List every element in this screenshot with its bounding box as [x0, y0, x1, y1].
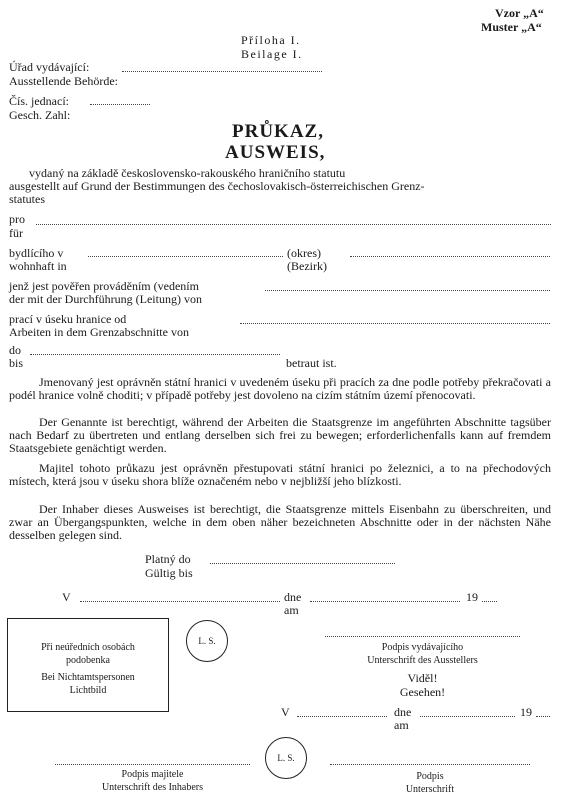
pro-label-cz: pro	[9, 212, 25, 226]
date-am-1: am	[284, 603, 299, 617]
photo-box	[7, 618, 169, 712]
holder-sig-de: Unterschrift des Inhabers	[101, 782, 204, 793]
seen-de: Gesehen!	[399, 685, 446, 699]
intro-cz: vydaný na základě československo-rakouského hraničního statutu	[29, 166, 346, 180]
date-field-1	[310, 601, 460, 602]
holder-signature-line	[55, 764, 250, 765]
paragraph-cz-2: Majitel tohoto průkazu jest oprávněn přestupovati státní hranici po železnici, a to na přechodových místech, která jsou v úseku shora blíže označeném nebo v nejbližší jeho blízkosti.	[9, 461, 551, 488]
paragraph-de-1: Der Genannte ist berechtigt, während der Arbeiten die Staatsgrenze im angeführten Abschnitte tagsüber nach Bedarf zu übertreten und entlang derselben sich frei zu bewegen; erforderlichenfalls kann auf fremdem Staatsgebiete genächtigt werden.	[9, 415, 551, 455]
works-cz: prací v úseku hranice od	[9, 312, 127, 326]
place-v-1: V	[62, 590, 71, 604]
issuer-label-cz: Úřad vydávající:	[9, 60, 90, 74]
residence-field	[88, 256, 283, 257]
date-dne-2: dne	[394, 705, 412, 719]
valid-label-cz: Platný do	[145, 552, 191, 566]
model-label-cz: Vzor „A“	[495, 6, 544, 20]
seal-label-2: L. S.	[277, 753, 295, 763]
photo-label-1: Při neúředních osobách	[41, 642, 135, 653]
date-am-2: am	[394, 718, 409, 732]
place-v-2: V	[281, 705, 290, 719]
official-signature-line	[330, 764, 530, 765]
district-field	[350, 256, 550, 257]
okres-label: (okres)	[287, 246, 321, 260]
year-1: 19	[466, 590, 478, 604]
pro-field	[36, 224, 551, 225]
annex-cz: Příloha I.	[241, 33, 301, 47]
ref-label-de: Gesch. Zahl:	[9, 108, 71, 122]
year-2: 19	[520, 705, 532, 719]
seal-stamp-1	[186, 620, 228, 662]
residence-label-de: wohnhaft in	[9, 259, 67, 273]
year-field-1	[482, 601, 497, 602]
sig-de: Unterschrift	[405, 784, 455, 795]
valid-label-de: Gültig bis	[145, 566, 193, 580]
valid-field	[210, 563, 395, 564]
works-de: Arbeiten in dem Grenzabschnitte von	[9, 325, 189, 339]
ref-label-cz: Čís. jednací:	[9, 94, 69, 108]
seal-stamp-2	[265, 737, 307, 779]
holder-sig-cz: Podpis majitele	[121, 769, 184, 780]
issuer-sig-de: Unterschrift des Ausstellers	[367, 655, 478, 666]
photo-label-3: Bei Nichtamtspersonen	[41, 672, 135, 683]
seal-label-1: L. S.	[198, 636, 216, 646]
entrusted-field	[265, 290, 550, 291]
issuer-field	[122, 71, 322, 72]
model-label-de: Muster „A“	[481, 20, 542, 34]
date-field-2	[420, 716, 515, 717]
entrusted-de: der mit der Durchführung (Leitung) von	[9, 292, 202, 306]
photo-label-4: Lichtbild	[69, 685, 107, 696]
title-cz: PRŮKAZ,	[232, 121, 324, 142]
seen-cz: Viděl!	[407, 671, 438, 685]
intro-de: ausgestellt auf Grund der Bestimmungen des čechoslovakisch-österreichischen Grenz-	[9, 179, 425, 193]
until-cz: do	[9, 343, 21, 357]
residence-label-cz: bydlícího v	[9, 246, 64, 260]
issuer-sig-cz: Podpis vydávajícího	[381, 642, 464, 653]
place-field-1	[80, 601, 280, 602]
paragraph-cz-1: Jmenovaný jest oprávněn státní hranici v uvedeném úseku při pracích za dne podle potřeby překračovati a podél hranice volně choditi; v případě potřeby jest dovoleno na cizím státním území přenocovati.	[9, 375, 551, 402]
until-de: bis	[9, 356, 24, 370]
paragraph-de-2: Der Inhaber dieses Ausweises ist berechtigt, die Staatsgrenze mittels Eisenbahn zu überschreiten, und zwar an Übergangspunkten, welche in dem oben näher bezeichneten Abschnitte oder in der nächsten Nähe desselben gelegen sind.	[9, 502, 551, 542]
intro-de-cont: statutes	[9, 192, 45, 206]
entrusted-cz: jenž jest pověřen prováděním (vedením	[9, 279, 199, 293]
place-field-2	[297, 716, 387, 717]
pro-label-de: für	[9, 226, 23, 240]
until-suffix: betraut ist.	[286, 356, 337, 370]
issuer-signature-line	[325, 636, 520, 637]
bezirk-label: (Bezirk)	[287, 259, 327, 273]
date-dne-1: dne	[284, 590, 302, 604]
ref-field	[90, 104, 150, 105]
photo-label-2: podobenka	[66, 655, 110, 666]
year-field-2	[536, 716, 550, 717]
sig-cz: Podpis	[416, 771, 444, 782]
annex-de: Beilage I.	[241, 47, 303, 61]
works-field	[240, 323, 550, 324]
title-de: AUSWEIS,	[225, 142, 326, 163]
issuer-label-de: Ausstellende Behörde:	[9, 74, 118, 88]
until-field	[30, 354, 280, 355]
